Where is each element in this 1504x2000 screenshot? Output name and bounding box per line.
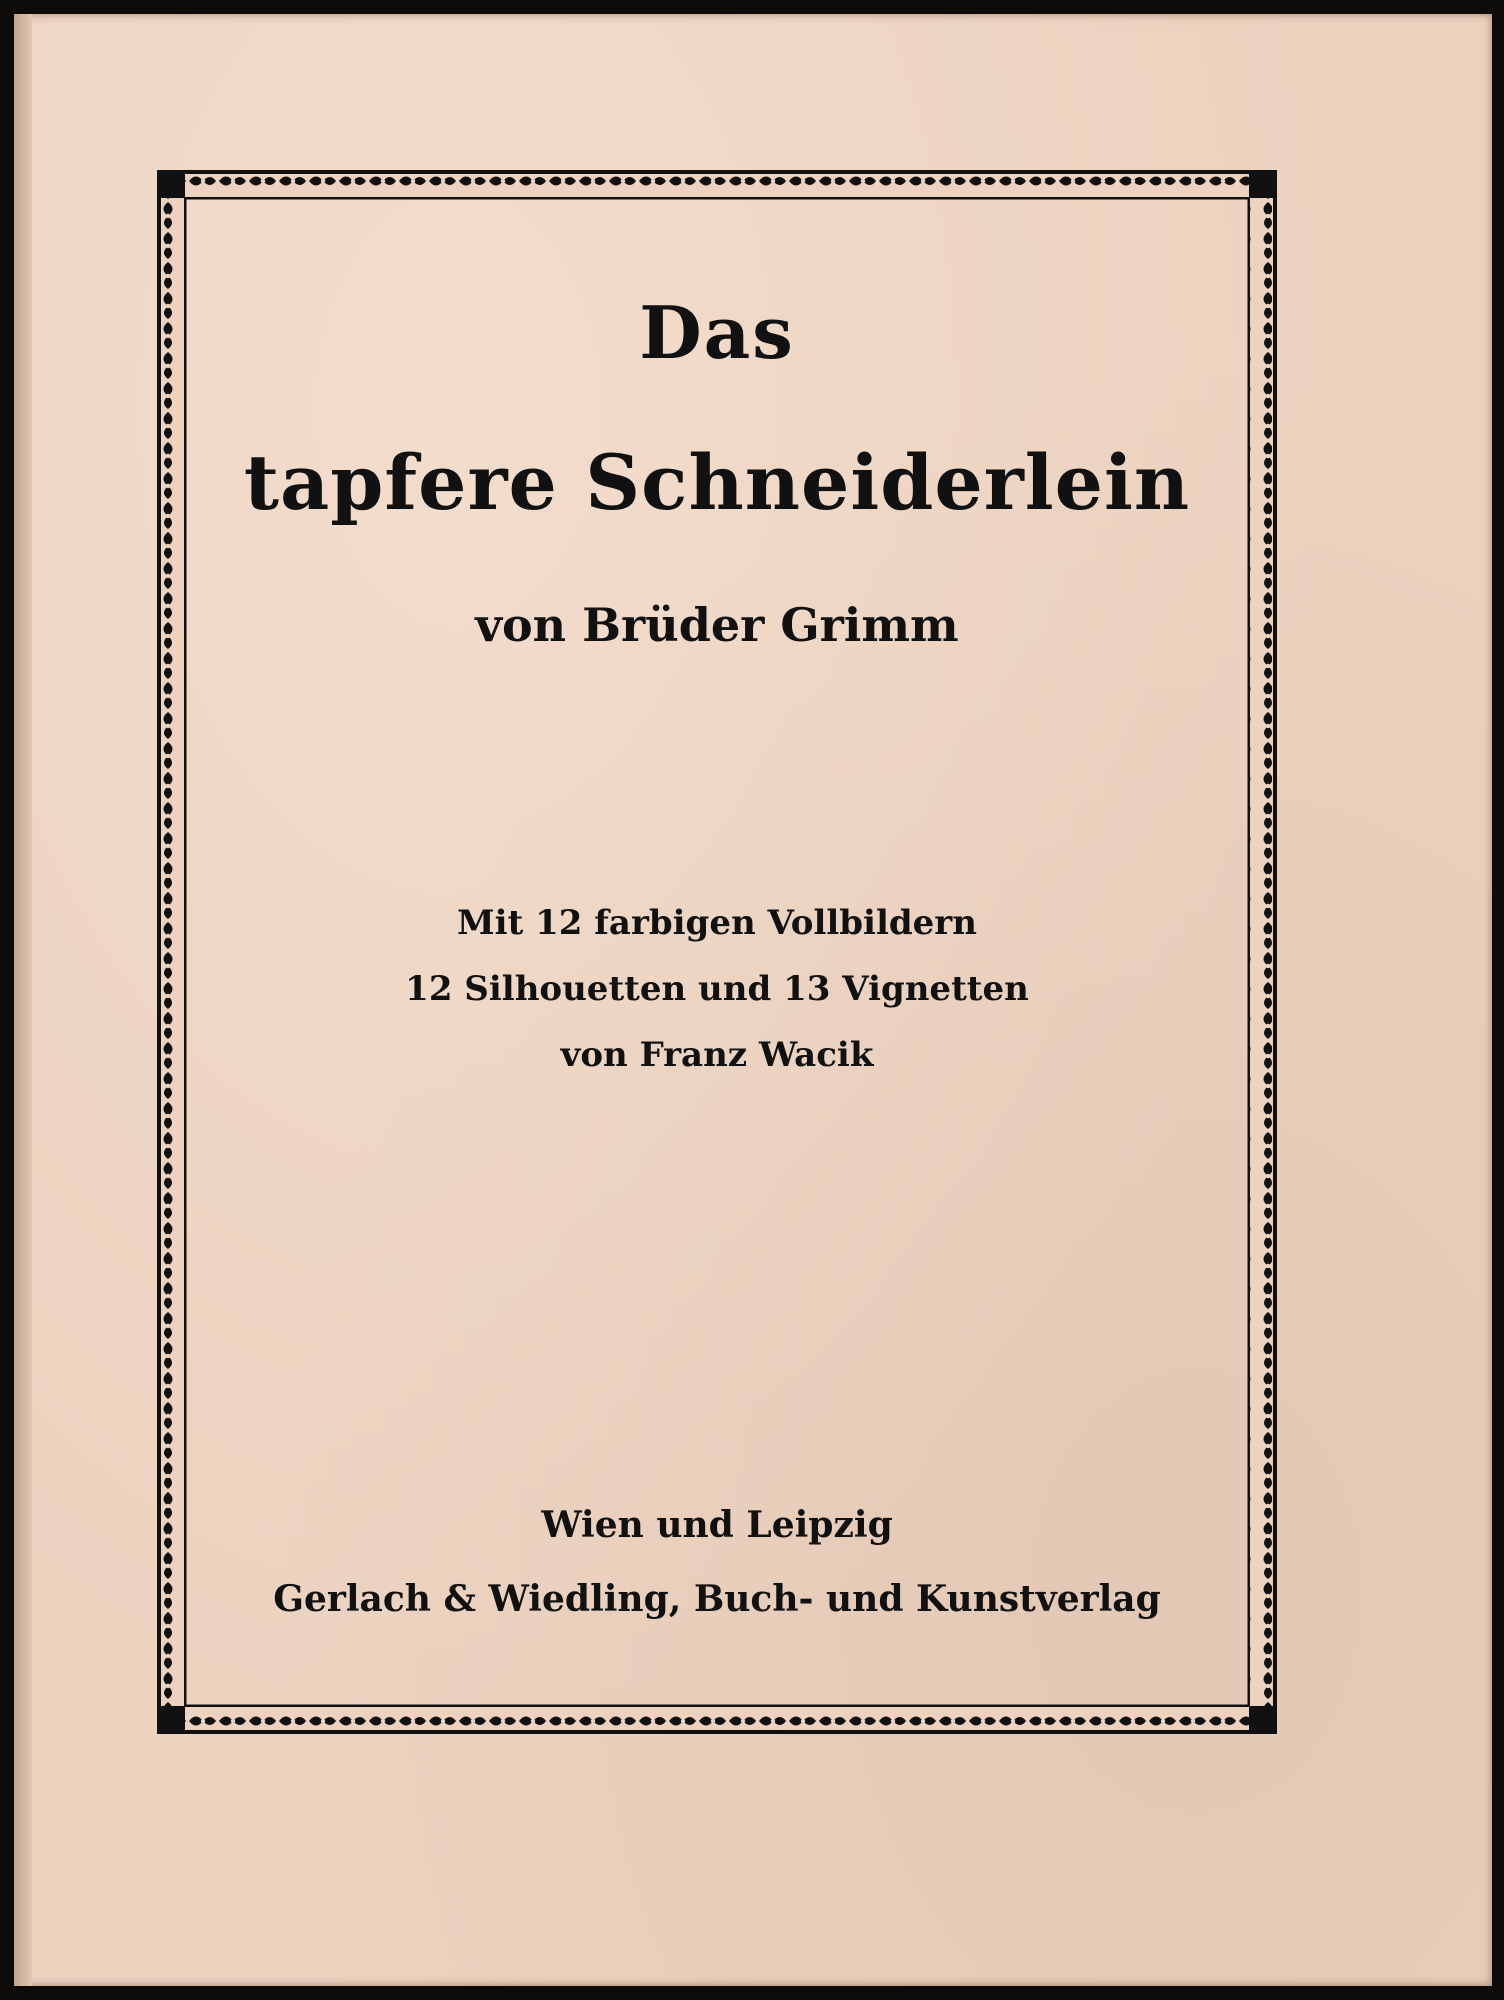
publisher-imprint bbox=[195, 1488, 1239, 1636]
publisher-place: Wien und Leipzig bbox=[541, 1504, 893, 1546]
title-line-2: tapfere Schneiderlein bbox=[243, 438, 1191, 527]
illustration-line-1: Mit 12 farbigen Vollbildern bbox=[457, 903, 977, 943]
illustration-credits bbox=[195, 890, 1239, 1088]
title-line-1: Das bbox=[639, 290, 795, 375]
page-binding-edge bbox=[14, 14, 32, 1986]
illustration-line-2: 12 Silhouetten und 13 Vignetten bbox=[405, 969, 1029, 1009]
publisher-name: Gerlach & Wiedling, Buch- und Kunstverlag bbox=[273, 1578, 1161, 1620]
illustration-line-3: von Franz Wacik bbox=[560, 1035, 874, 1075]
author-line: von Brüder Grimm bbox=[475, 598, 959, 652]
